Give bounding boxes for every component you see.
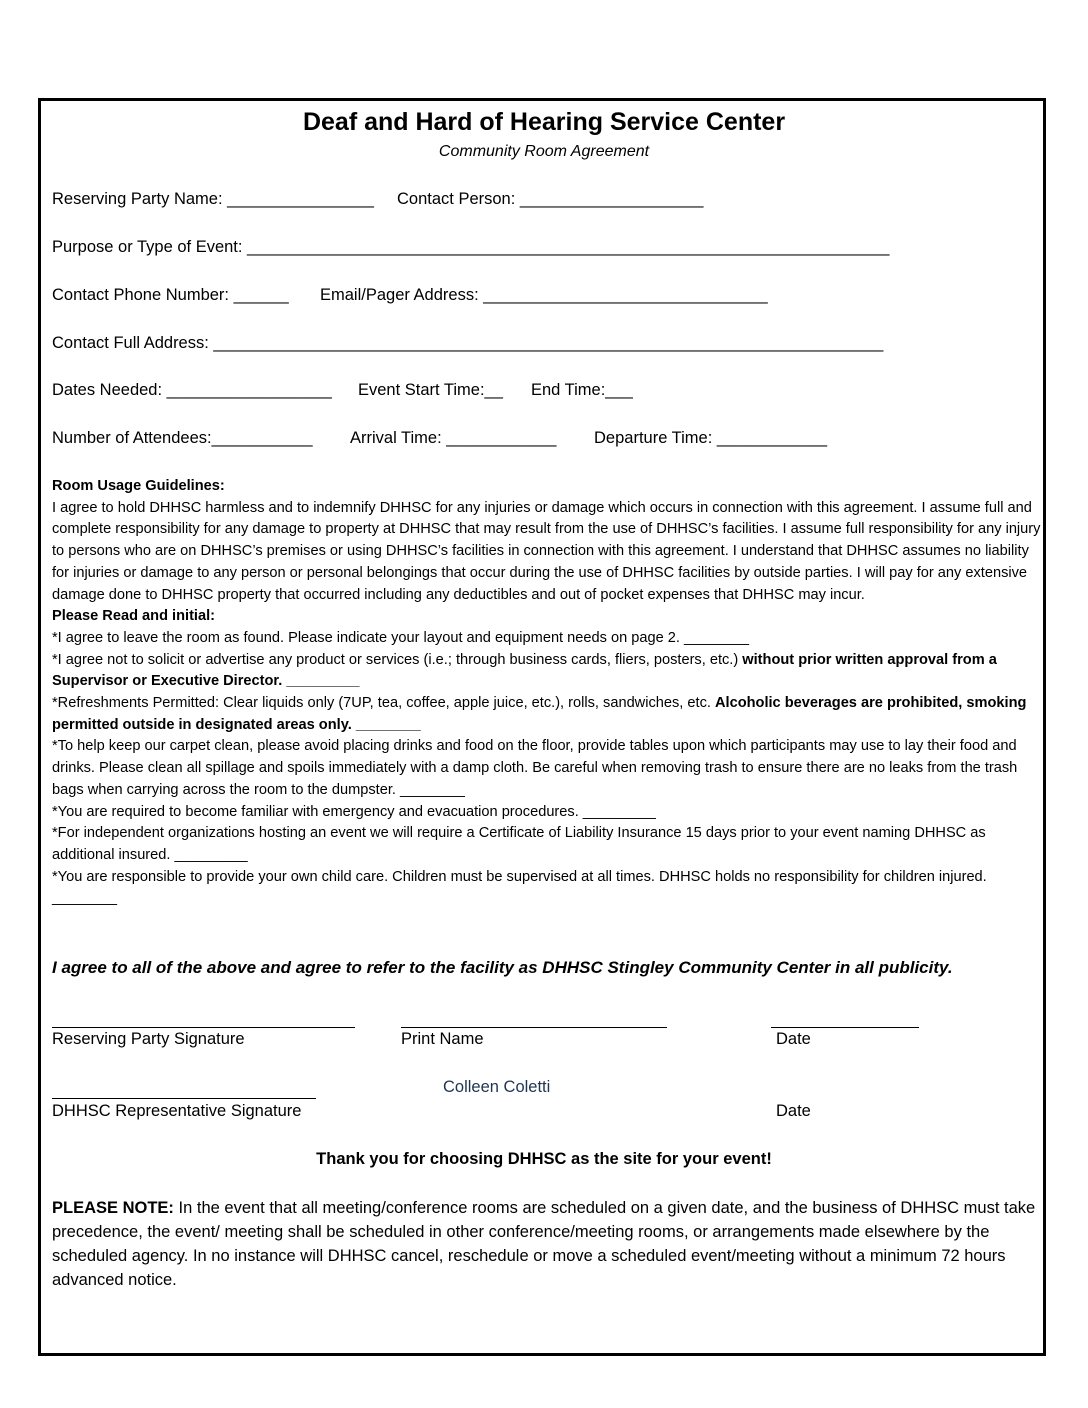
start-time-field[interactable]: Event Start Time:__ <box>358 381 503 399</box>
contact-person-field[interactable]: Contact Person: ____________________ <box>397 190 704 208</box>
reserving-party-field[interactable]: Reserving Party Name: ________________ <box>52 190 374 208</box>
purpose-field[interactable]: Purpose or Type of Event: ______________________________________________________________________ <box>52 238 890 256</box>
initial-item: *Refreshments Permitted: Clear liquids only (7UP, tea, coffee, apple juice, etc.), rolls, sandwiches, etc. Alcoholic beverages are prohibited, smoking permitted outside in designated areas only. ________ <box>52 695 1027 733</box>
initial-item: *I agree not to solicit or advertise any product or services (i.e.; through business cards, fliers, posters, etc.) without prior written approval from a Supervisor or Executive Director. _________ <box>52 651 997 690</box>
attendees-field[interactable]: Number of Attendees:___________ <box>52 429 313 447</box>
dates-field[interactable]: Dates Needed: __________________ <box>52 381 332 399</box>
initial-item: *To help keep our carpet clean, please avoid placing drinks and food on the floor, provide tables upon which participants may use to lay their food and drinks. Please clean all spillage and spoils immediately with a damp cloth. Be careful when removing trash to ensure there are no leaks from the trash bags when carrying across the room to the dumpster. ________ <box>52 738 1018 798</box>
guidelines-heading: Room Usage Guidelines: <box>52 478 225 494</box>
initial-item: *You are responsible to provide your own child care. Children must be supervised at all times. DHHSC holds no responsibility for children injured. ________ <box>52 868 987 907</box>
initial-item: *For independent organizations hosting an event we will require a Certificate of Liability Insurance 15 days prior to your event naming DHHSC as additional insured. _________ <box>52 825 986 863</box>
initial-item: *You are required to become familiar with emergency and evacuation procedures. _________ <box>52 803 656 820</box>
reserving-signature-label: Reserving Party Signature <box>52 1030 245 1048</box>
representative-name: Colleen Coletti <box>443 1078 551 1096</box>
agreement-statement: I agree to all of the above and agree to refer to the facility as DHHSC Stingley Community Center in all publicity. <box>52 958 953 977</box>
representative-signature-label: DHHSC Representative Signature <box>52 1102 302 1120</box>
initial-item: *I agree to leave the room as found. Please indicate your layout and equipment needs on page 2. ________ <box>52 629 749 646</box>
print-name-label: Print Name <box>401 1030 484 1048</box>
initial-heading: Please Read and initial: <box>52 608 216 625</box>
print-name-line[interactable] <box>401 1027 667 1028</box>
address-field[interactable]: Contact Full Address: _________________________________________________________________________ <box>52 334 884 352</box>
end-time-field[interactable]: End Time:___ <box>531 381 633 399</box>
date-label: Date <box>776 1030 811 1048</box>
departure-field[interactable]: Departure Time: ____________ <box>594 429 827 447</box>
reserving-signature-line[interactable] <box>52 1027 355 1028</box>
date-line[interactable] <box>771 1027 919 1028</box>
date-label: Date <box>776 1102 811 1120</box>
representative-signature-line[interactable] <box>52 1098 316 1099</box>
please-note: PLEASE NOTE: In the event that all meeting/conference rooms are scheduled on a given date, and the business of DHHSC must take precedence, the event/ meeting shall be scheduled in other conference/meeting rooms, or arrangements made elsewhere by the scheduled agency. In no instance will DHHSC cancel, reschedule or move a scheduled event/meeting without a minimum 72 hours advanced notice. <box>52 1199 1036 1289</box>
document-title: Deaf and Hard of Hearing Service Center <box>302 108 786 136</box>
email-field[interactable]: Email/Pager Address: _______________________________ <box>320 286 768 304</box>
arrival-field[interactable]: Arrival Time: ____________ <box>350 429 557 447</box>
thank-you-message: Thank you for choosing DHHSC as the site for your event! <box>316 1150 772 1168</box>
guidelines-section <box>52 476 1042 910</box>
phone-field[interactable]: Contact Phone Number: ______ <box>52 286 289 304</box>
document-subtitle: Community Room Agreement <box>438 143 650 160</box>
guidelines-body: I agree to hold DHHSC harmless and to indemnify DHHSC for any injuries or damage which occurs in connection with this agreement. I assume full and complete responsibility for any damage to property at DHHSC that may result from the use of DHHSC’s facilities. I assume full responsibility for any injury to persons who are on DHHSC’s premises or using DHHSC’s facilities in connection with this agreement. I understand that DHHSC assumes no liability for injuries or damage to any person or personal belongings that occur during the use of DHHSC facilities by outside parties. I will pay for any extensive damage done to DHHSC property that occurred including any deductibles and out of pocket expenses that DHHSC may incur. <box>52 499 1041 603</box>
